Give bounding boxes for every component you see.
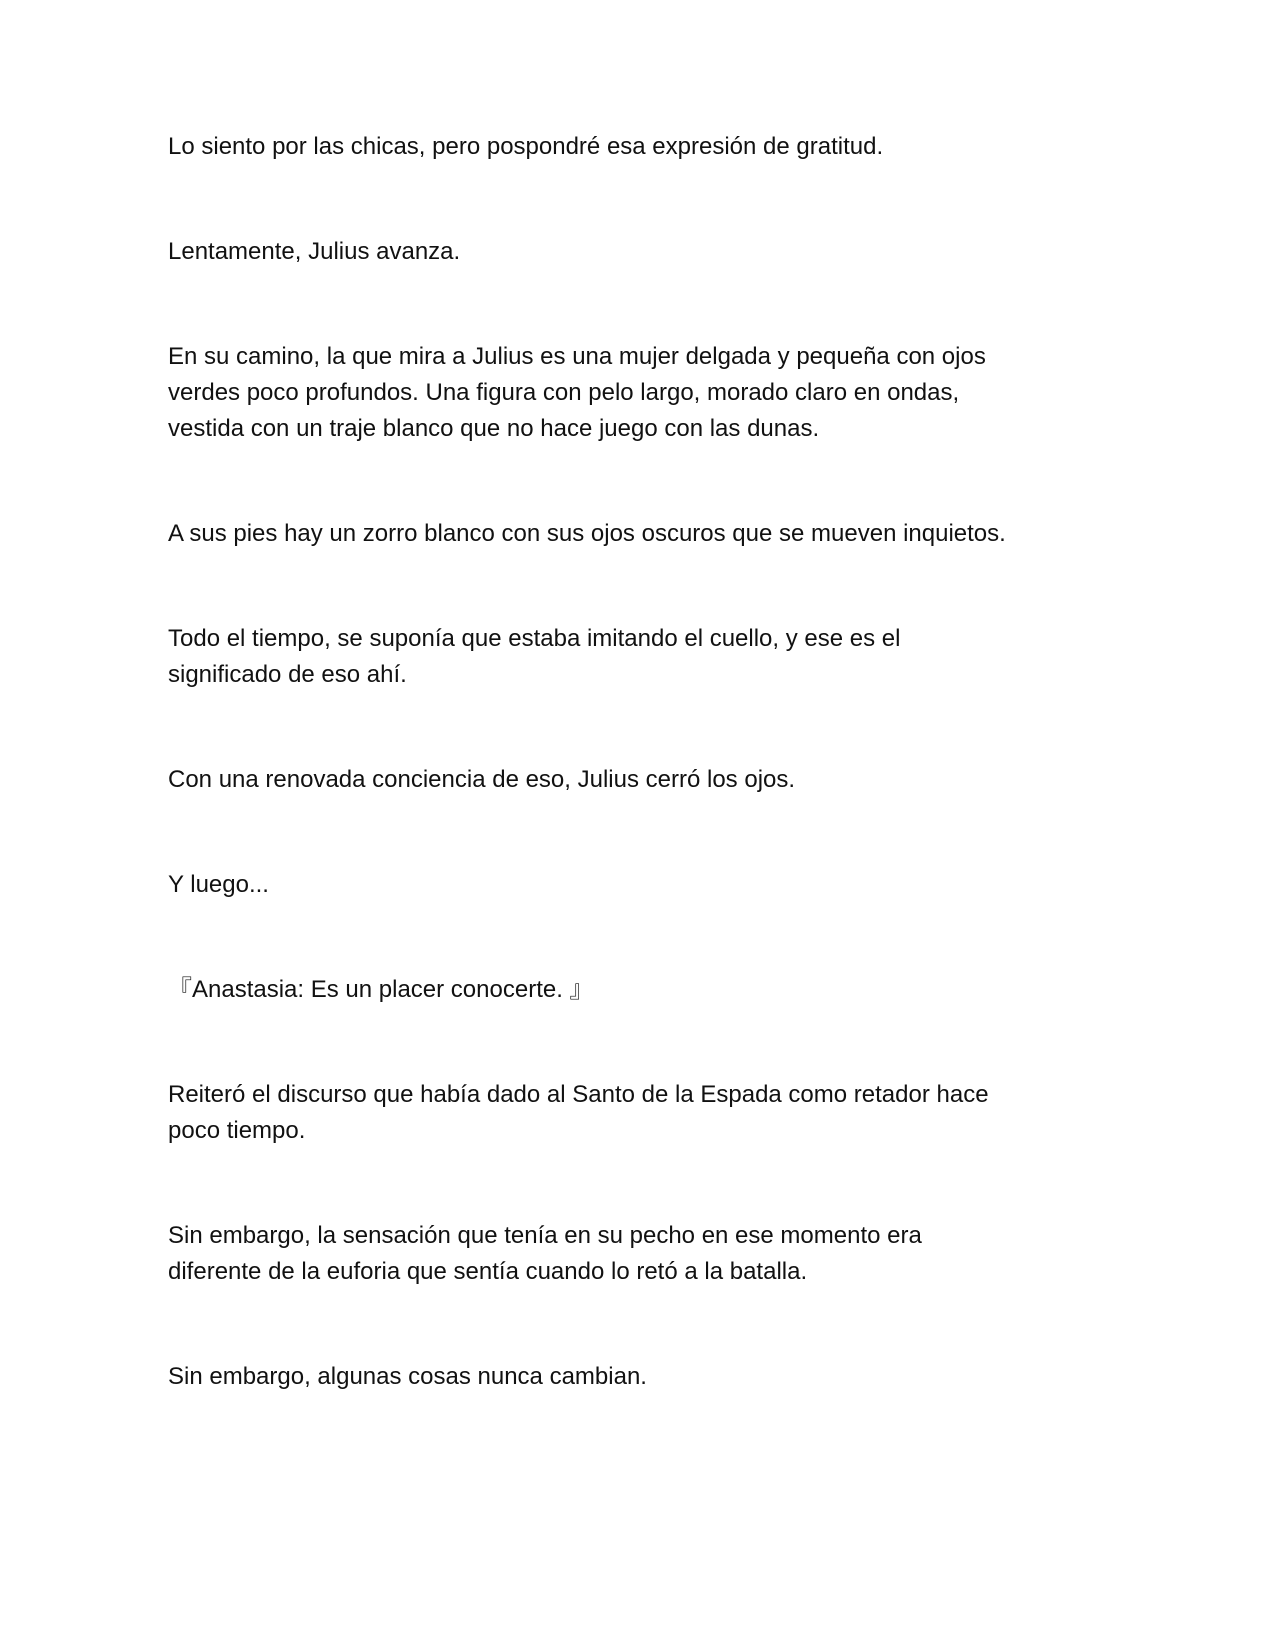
text-line: A sus pies hay un zorro blanco con sus ojos oscuros que se mueven inquietos. [168, 520, 1006, 547]
paragraph [168, 867, 1168, 903]
dialogue-paragraph [168, 972, 1168, 1008]
paragraph [168, 762, 1168, 798]
paragraph [168, 1218, 1168, 1290]
text-line: diferente de la euforia que sentía cuando lo retó a la batalla. [168, 1258, 808, 1285]
text-line: Todo el tiempo, se suponía que estaba imitando el cuello, y ese es el [168, 625, 901, 652]
text-line: verdes poco profundos. Una figura con pelo largo, morado claro en ondas, [168, 379, 960, 406]
paragraph [168, 339, 1168, 447]
text-line: En su camino, la que mira a Julius es una mujer delgada y pequeña con ojos [168, 343, 986, 370]
paragraph [168, 234, 1168, 270]
text-line: Sin embargo, la sensación que tenía en su pecho en ese momento era [168, 1222, 922, 1249]
text-line: Lentamente, Julius avanza. [168, 238, 461, 265]
text-body [168, 129, 1168, 1464]
dialogue-line: 『Anastasia: Es un placer conocerte. 』 [168, 976, 594, 1003]
text-line: Reiteró el discurso que había dado al Santo de la Espada como retador hace [168, 1081, 989, 1108]
text-line: significado de eso ahí. [168, 661, 407, 688]
paragraph [168, 1359, 1168, 1395]
paragraph [168, 621, 1168, 693]
text-line: Con una renovada conciencia de eso, Julius cerró los ojos. [168, 766, 796, 793]
paragraph [168, 516, 1168, 552]
text-line: vestida con un traje blanco que no hace juego con las dunas. [168, 415, 820, 442]
text-line: Lo siento por las chicas, pero pospondré esa expresión de gratitud. [168, 133, 884, 160]
text-line: poco tiempo. [168, 1117, 306, 1144]
text-line: Sin embargo, algunas cosas nunca cambian. [168, 1363, 647, 1390]
text-line: Y luego... [168, 871, 269, 898]
paragraph [168, 1077, 1168, 1149]
paragraph [168, 129, 1168, 165]
